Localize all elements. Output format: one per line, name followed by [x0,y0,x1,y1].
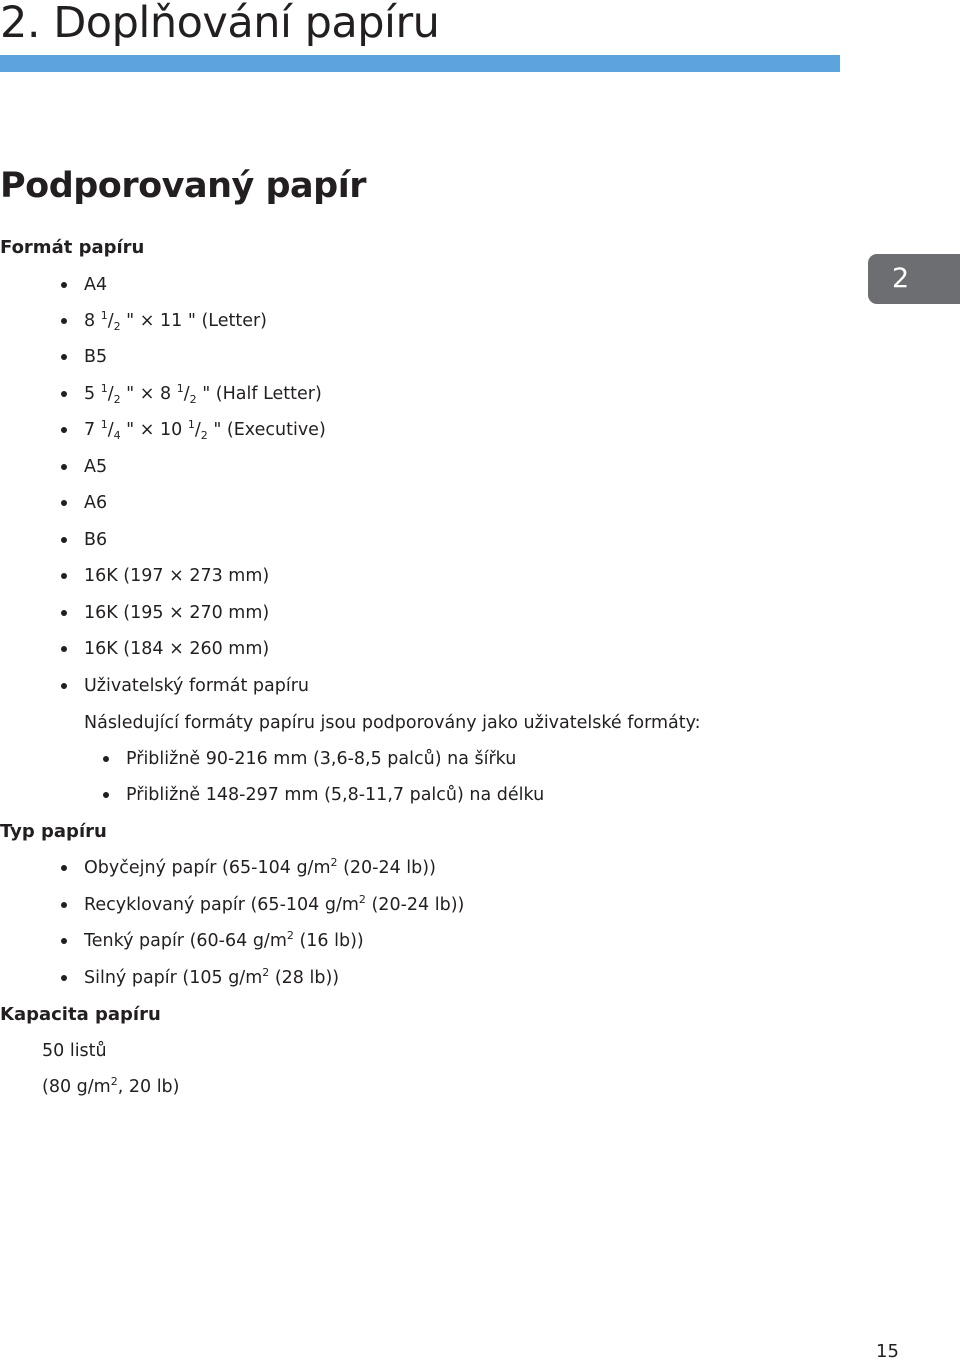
bullet-icon [61,427,67,433]
bullet-icon [61,318,67,324]
custom-format-note: Následující formáty papíru jsou podporovány jako uživatelské formáty: [84,713,701,733]
chapter-accent-bar [0,55,840,72]
list-item [84,565,269,587]
bullet-icon [61,975,67,981]
list-item-text: 16K (197 × 273 mm) [84,566,270,586]
bullet-icon [61,391,67,397]
list-item-text: A4 [84,275,108,295]
bullet-icon [61,354,67,360]
list-item-text: Uživatelský formát papíru [84,676,310,696]
bullet-icon [61,683,67,689]
list-item-text: Obyčejný papír (65-104 $g/m^2$ (20-24 lb)) [84,856,436,878]
chapter-tab: 2 [868,254,960,304]
list-item-text: A6 [84,493,108,513]
chapter-title: 2. Doplňování papíru [0,0,440,48]
list-item-text: B6 [84,530,108,550]
bullet-icon [61,464,67,470]
list-item [126,748,516,770]
list-item [84,675,309,697]
list-item [84,602,269,624]
list-item-text: Recyklovaný papír (65-104 $g/m^2$ (20-24 lb)) [84,893,465,915]
capacity-weight: (80 $g/m^2$, 20 lb) [42,1075,180,1097]
list-item-text: Přibližně 148-297 mm (5,8-11,7 palců) na délku [126,785,545,805]
list-item-text: 8 $^1/_2$ " × 11 " (Letter) [84,309,268,333]
bullet-icon [61,865,67,871]
list-item [84,383,322,405]
capacity-sheets: 50 listů [42,1041,107,1061]
paper-type-label: Typ papíru [0,821,107,842]
list-item-text: 7 $^1/_4$ " × 10 $^1/_2$ " (Executive) [84,418,326,442]
bullet-icon [61,610,67,616]
list-item-text: Tenký papír (60-64 $g/m^2$ (16 lb)) [84,929,364,951]
bullet-icon [103,792,109,798]
list-item [84,274,107,296]
list-item [84,419,326,441]
section-title: Podporovaný papír [0,166,366,206]
bullet-icon [61,902,67,908]
bullet-icon [61,573,67,579]
list-item-text: 16K (184 × 260 mm) [84,639,270,659]
bullet-icon [61,537,67,543]
list-item [84,492,107,514]
list-item-text: B5 [84,347,108,367]
list-item [84,857,436,879]
list-item [84,967,339,989]
bullet-icon [103,756,109,762]
list-item [84,310,267,332]
bullet-icon [61,500,67,506]
list-item [84,456,107,478]
list-item [126,784,544,806]
list-item-text: 5 $^1/_2$ " × 8 $^1/_2$ " (Half Letter) [84,382,322,406]
list-item-text: A5 [84,457,108,477]
list-item [84,346,107,368]
list-item [84,930,364,952]
page-number: 15 [876,1341,899,1362]
paper-format-label: Formát papíru [0,237,145,258]
bullet-icon [61,282,67,288]
paper-capacity-label: Kapacita papíru [0,1004,161,1025]
bullet-icon [61,938,67,944]
list-item [84,894,464,916]
list-item-text: Přibližně 90-216 mm (3,6-8,5 palců) na šířku [126,749,517,769]
list-item-text: 16K (195 × 270 mm) [84,603,270,623]
list-item-text: Silný papír (105 $g/m^2$ (28 lb)) [84,966,340,988]
bullet-icon [61,646,67,652]
list-item [84,638,269,660]
list-item [84,529,107,551]
